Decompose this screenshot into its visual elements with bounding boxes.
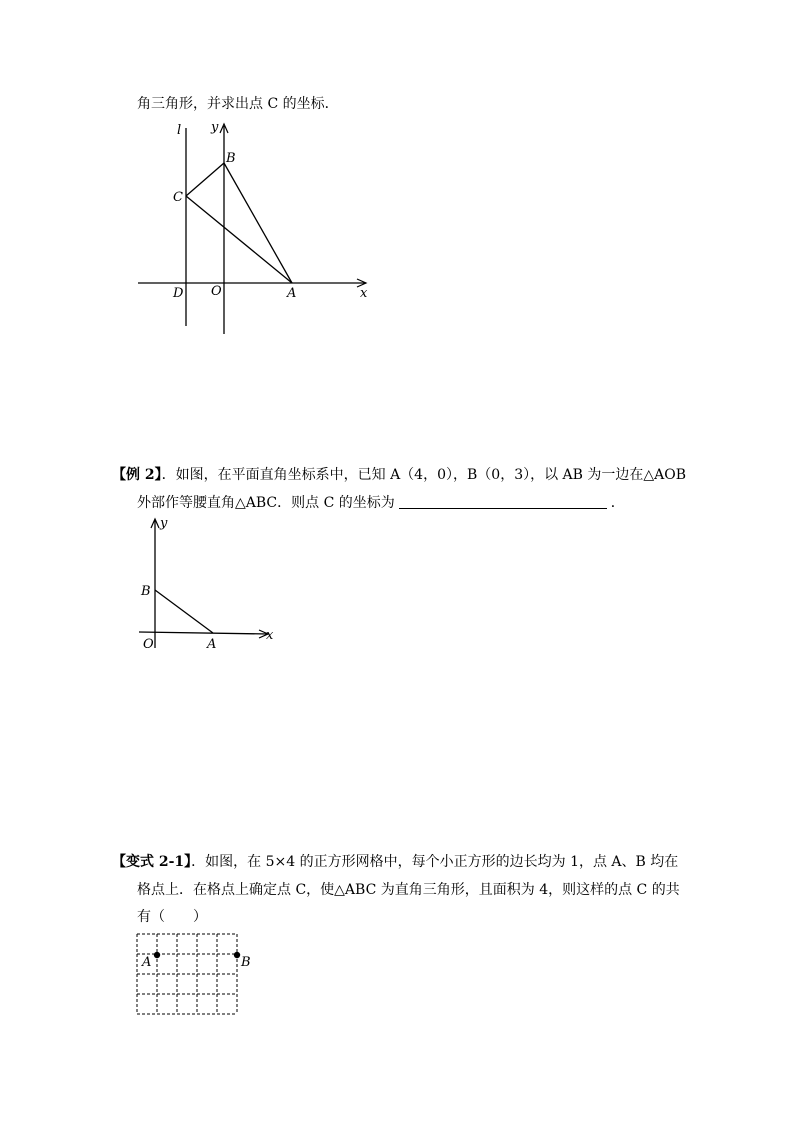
label-y-2: y [160,516,168,531]
label-d: D [173,286,184,301]
label-a-2: A [207,637,217,652]
variant21-line3: 有（ ） [137,909,207,925]
variant21-text-1: ．如图，在 5×4 的正方形网格中，每个小正方形的边长均为 1，点 A、B 均在 [191,854,679,870]
label-x-2: x [266,628,274,643]
variant21-tag: 【变式 2-1】 [112,854,192,870]
label-o: O [211,284,222,299]
label-a-3: A [142,955,152,970]
variant21-line2: 格点上．在格点上确定点 C，使△ABC 为直角三角形，且面积为 4，则这样的点 C 的共 [137,882,680,898]
example2-text-2: 外部作等腰直角△ABC．则点 C 的坐标为 [137,495,395,511]
label-o-2: O [143,637,154,652]
problem-continuation-text: 角三角形，并求出点 C 的坐标． [137,96,339,112]
label-x: x [360,286,368,301]
label-b: B [226,151,236,166]
example2-text-1: ．如图，在平面直角坐标系中，已知 A（4，0），B（0，3），以 AB 为一边在△AOB [161,467,687,483]
label-b-3: B [241,955,251,970]
label-y: y [211,120,219,135]
label-l: l [177,123,182,138]
label-c: C [173,190,183,205]
dashed-grid [137,934,237,1014]
example2-tag: 【例 2】 [112,467,162,483]
label-b-2: B [141,584,151,599]
point-a-dot [154,952,160,958]
point-b-dot [234,952,240,958]
label-a: A [287,286,297,301]
example2-text-3: ． [610,495,625,511]
